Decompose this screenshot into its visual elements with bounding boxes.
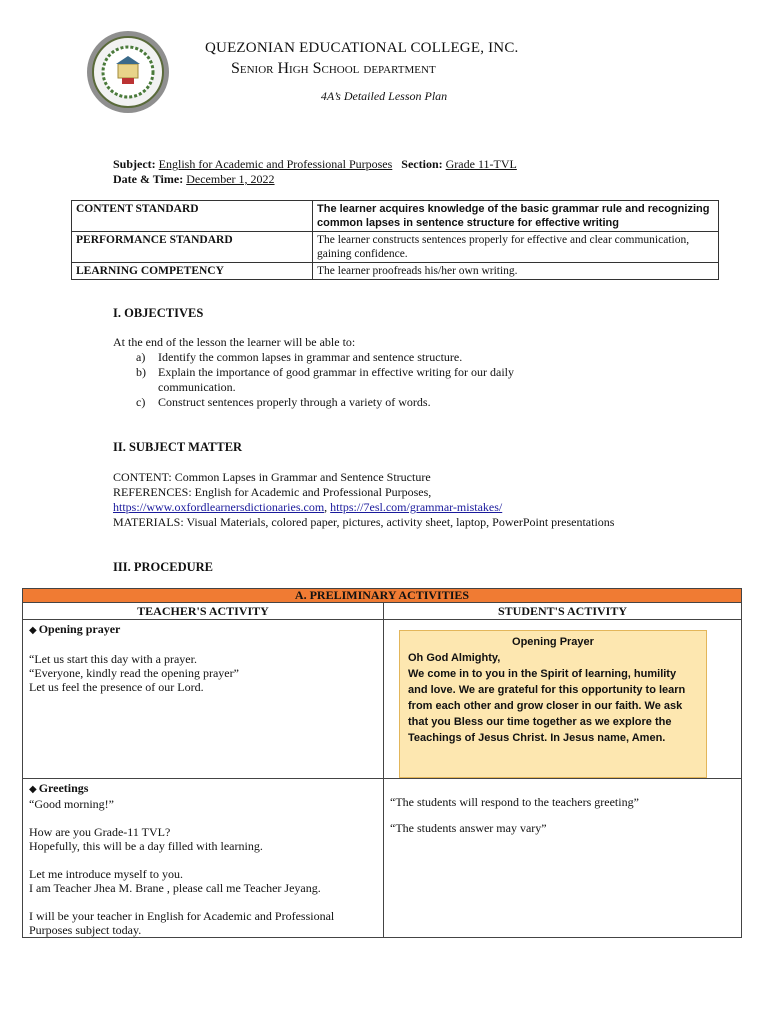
table-row [23, 620, 742, 779]
school-name: QUEZONIAN EDUCATIONAL COLLEGE, INC. [205, 40, 519, 56]
objectives-list [113, 350, 593, 410]
procedure-heading: III. PROCEDURE [113, 560, 214, 574]
standard-value: The learner proofreads his/her own writing. [313, 263, 719, 280]
standard-key: CONTENT STANDARD [72, 201, 313, 232]
opening-teacher-cell [23, 620, 384, 779]
content-line: CONTENT: Common Lapses in Grammar and Sentence Structure [113, 470, 431, 484]
standard-value: The learner acquires knowledge of the basic grammar rule and recognizing common lapses in sentence structure for effective writing [313, 201, 719, 232]
student-column-head: STUDENT'S ACTIVITY [384, 603, 742, 620]
materials-line: MATERIALS: Visual Materials, colored paper, pictures, activity sheet, laptop, PowerPoint presentations [113, 515, 615, 529]
prayer-title: Opening Prayer [512, 636, 594, 648]
references-links [113, 500, 633, 515]
opening-student-cell [384, 620, 742, 779]
diamond-bullet-icon: ◆ [29, 784, 37, 795]
subject-matter-block [113, 470, 633, 530]
greeting-line: I am Teacher Jhea M. Brane , please call me Teacher Jeyang. [29, 881, 321, 895]
greeting-line: I will be your teacher in English for Academic and Professional Purposes subject today. [29, 909, 335, 937]
list-item [113, 365, 593, 395]
date-label: Date & Time: [113, 172, 184, 186]
greeting-line: “Good morning!” [29, 797, 114, 811]
greetings-student-cell [384, 779, 742, 938]
list-text: Construct sentences properly through a variety of words. [158, 395, 431, 409]
subject-line [113, 157, 517, 172]
subject-value: English for Academic and Professional Purposes [158, 157, 393, 171]
list-text: Identify the common lapses in grammar and sentence structure. [158, 350, 463, 364]
table-row [23, 589, 742, 603]
subject-label: Subject: [113, 157, 156, 171]
teacher-column-head: TEACHER'S ACTIVITY [23, 603, 384, 620]
opening-line: “Let us start this day with a prayer. [29, 652, 197, 666]
objectives-block [113, 335, 593, 410]
table-row [72, 263, 719, 280]
oxford-link[interactable]: https://www.oxfordlearnersdictionaries.com [113, 500, 325, 514]
7esl-link[interactable]: https://7esl.com/grammar-mistakes/ [330, 500, 503, 514]
references-line: REFERENCES: English for Academic and Professional Purposes, [113, 485, 432, 499]
table-row [23, 603, 742, 620]
greeting-line: Hopefully, this will be a day filled with learning. [29, 839, 263, 853]
standard-key: PERFORMANCE STANDARD [72, 232, 313, 263]
list-mark: c) [136, 395, 146, 409]
list-item [113, 350, 593, 365]
prayer-box [399, 630, 707, 778]
greetings-title: Greetings [38, 781, 89, 795]
objectives-intro: At the end of the lesson the learner will be able to: [113, 335, 356, 349]
objectives-heading: I. OBJECTIVES [113, 306, 204, 320]
date-value: December 1, 2022 [186, 172, 275, 186]
greeting-line: Let me introduce myself to you. [29, 867, 183, 881]
prayer-line: Oh God Almighty, [408, 652, 501, 664]
list-item [113, 395, 593, 410]
diamond-bullet-icon: ◆ [29, 625, 37, 636]
opening-line: “Everyone, kindly read the opening prayer” [29, 666, 239, 680]
department-name: Senior High School department [231, 60, 436, 77]
section-label: Section: [401, 157, 443, 171]
greeting-line: How are you Grade-11 TVL? [29, 825, 171, 839]
plan-title-text: 4A’s Detailed Lesson Plan [320, 89, 448, 103]
date-line [113, 172, 275, 187]
list-text: Explain the importance of good grammar in effective writing for our daily communication. [158, 365, 514, 394]
list-mark: a) [136, 350, 146, 364]
standard-value: The learner constructs sentences properly for effective and clear communication, gaining confidence. [313, 232, 719, 263]
table-row [23, 779, 742, 938]
subject-matter-heading: II. SUBJECT MATTER [113, 440, 243, 454]
opening-line: Let us feel the presence of our Lord. [29, 680, 204, 694]
prayer-line: We come in to you in the Spirit of learning, humility and love. We are grateful for this opportunity to learn from each other and grow closer in our faith. We ask that you Bless our time together as we explore the Teachings of Jesus Christ. In Jesus name, Amen. [408, 668, 686, 744]
table-row [72, 232, 719, 263]
preliminary-band: A. PRELIMINARY ACTIVITIES [23, 589, 742, 603]
student-response: “The students will respond to the teachers greeting” [390, 795, 639, 809]
student-response: “The students answer may vary” [390, 821, 547, 835]
table-row [72, 201, 719, 232]
standard-key: LEARNING COMPETENCY [72, 263, 313, 280]
list-mark: b) [136, 365, 146, 379]
standards-table [71, 200, 719, 280]
procedure-table [22, 588, 742, 938]
opening-title: Opening prayer [38, 622, 121, 636]
section-value: Grade 11-TVL [445, 157, 517, 171]
greetings-teacher-cell [23, 779, 384, 938]
link-separator: , [324, 500, 331, 514]
plan-title [0, 89, 768, 104]
